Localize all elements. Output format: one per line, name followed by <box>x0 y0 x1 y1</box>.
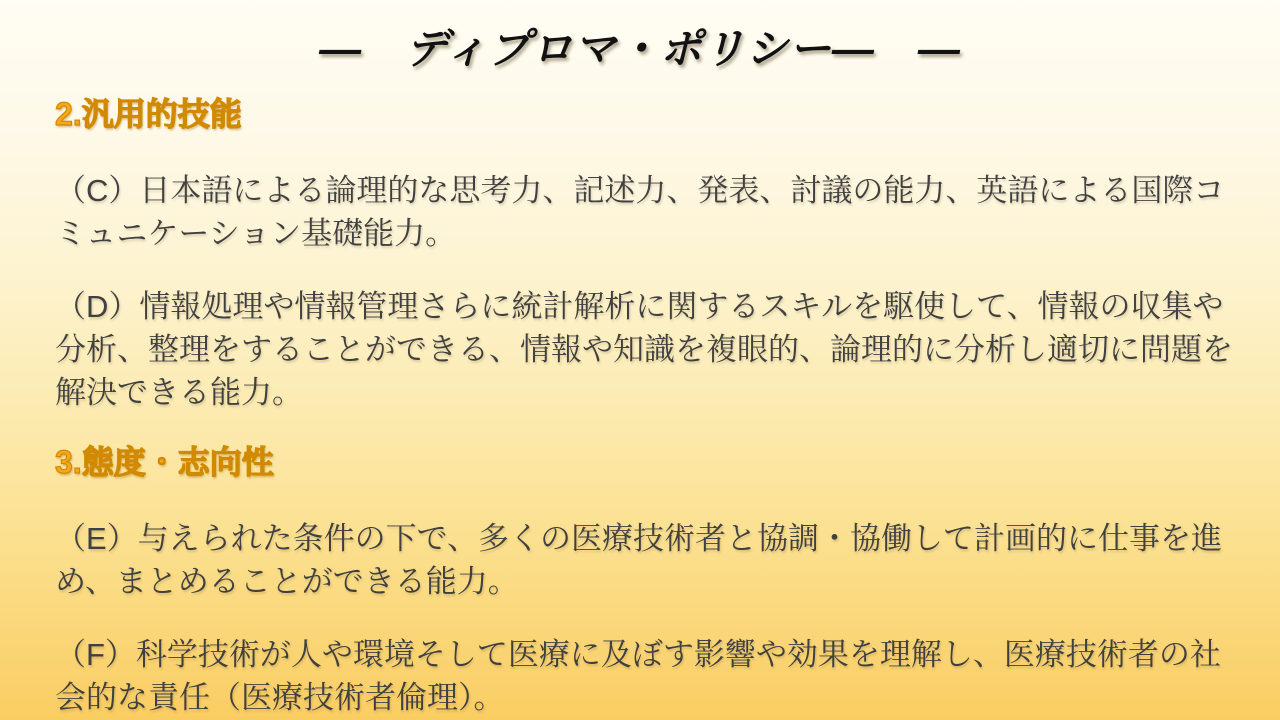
section-heading-attitude-orientation: 3.態度・志向性 <box>55 444 274 480</box>
slide-body <box>0 74 1280 719</box>
section-heading-generic-skills: 2.汎用的技能 <box>55 96 242 132</box>
paragraph-item-d: （D）情報処理や情報管理さらに統計解析に関するスキルを駆使して、情報の収集や分析、整理をすることができる、情報や知識を複眼的、論理的に分析し適切に問題を解決できる能力。 <box>55 289 1233 410</box>
slide-title: ― ディプロマ・ポリシー― ― <box>319 25 961 72</box>
paragraph-item-c: （C）日本語による論理的な思考力、記述力、発表、討議の能力、英語による国際コミュニケーション基礎能力。 <box>55 173 1225 251</box>
paragraph-item-e: （E）与えられた条件の下で、多くの医療技術者と協調・協働して計画的に仕事を進め、まとめることができる能力。 <box>55 521 1223 599</box>
paragraph-item-f: （F）科学技術が人や環境そして医療に及ぼす影響や効果を理解し、医療技術者の社会的な責任（医療技術者倫理）。 <box>55 637 1221 715</box>
